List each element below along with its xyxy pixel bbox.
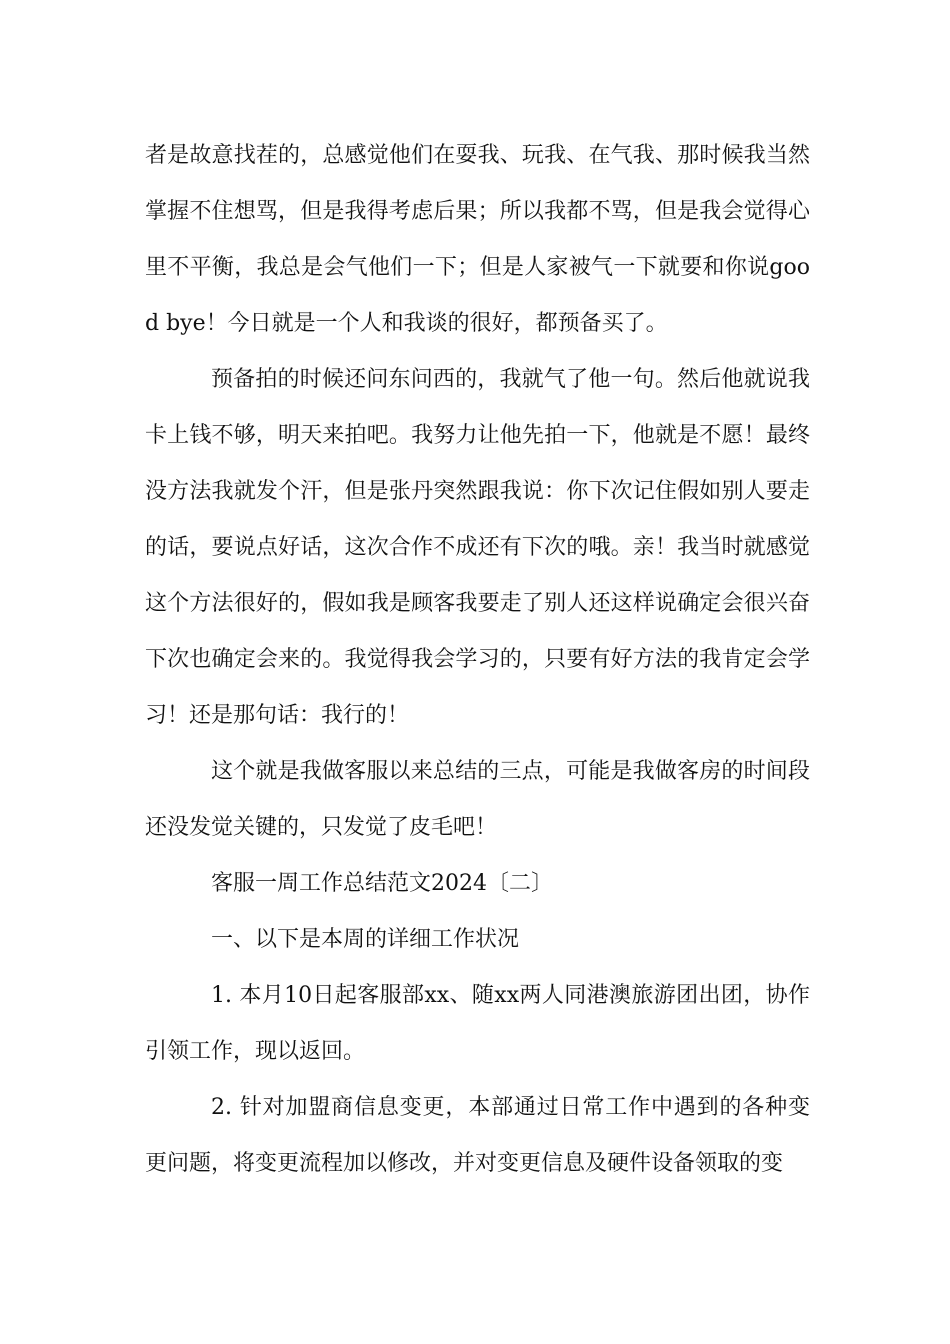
paragraph-payment-episode: 预备拍的时候还问东问西的，我就气了他一句。然后他就说我卡上钱不够，明天来拍吧。我努力让他先拍一下，他就是不愿！最终没方法我就发个汗，但是张丹突然跟我说：你下次记住假如别人要走的话，要说点好话，这次合作不成还有下次的哦。亲！我当时就感觉这个方法很好的，假如我是顾客我要走了别人还这样说确定会很兴奋下次也确定会来的。我觉得我会学习的，只要有好方法的我肯定会学习！还是那句话：我行的！ (145, 367, 810, 728)
document-body (145, 128, 810, 1192)
section-title-weekly-summary: 客服一周工作总结范文2024〔二〕 (211, 871, 553, 896)
paragraph-continued-complaints: 者是故意找茬的，总感觉他们在耍我、玩我、在气我、那时候我当然掌握不住想骂，但是我得考虑后果；所以我都不骂，但是我会觉得心里不平衡，我总是会气他们一下；但是人家被气一下就要和你说good bye！今日就是一个人和我谈的很好，都预备买了。 (145, 143, 810, 336)
section-heading-work-status: 一、以下是本周的详细工作状况 (211, 927, 520, 952)
paragraph-summary-three-points: 这个就是我做客服以来总结的三点，可能是我做客房的时间段还没发觉关键的，只发觉了皮毛吧！ (145, 759, 810, 840)
list-item-2: 2. 针对加盟商信息变更，本部通过日常工作中遇到的各种变更问题，将变更流程加以修改，并对变更信息及硬件设备领取的变 (145, 1095, 810, 1176)
list-item-1: 1. 本月10日起客服部xx、随xx两人同港澳旅游团出团，协作引领工作，现以返回。 (145, 983, 810, 1064)
